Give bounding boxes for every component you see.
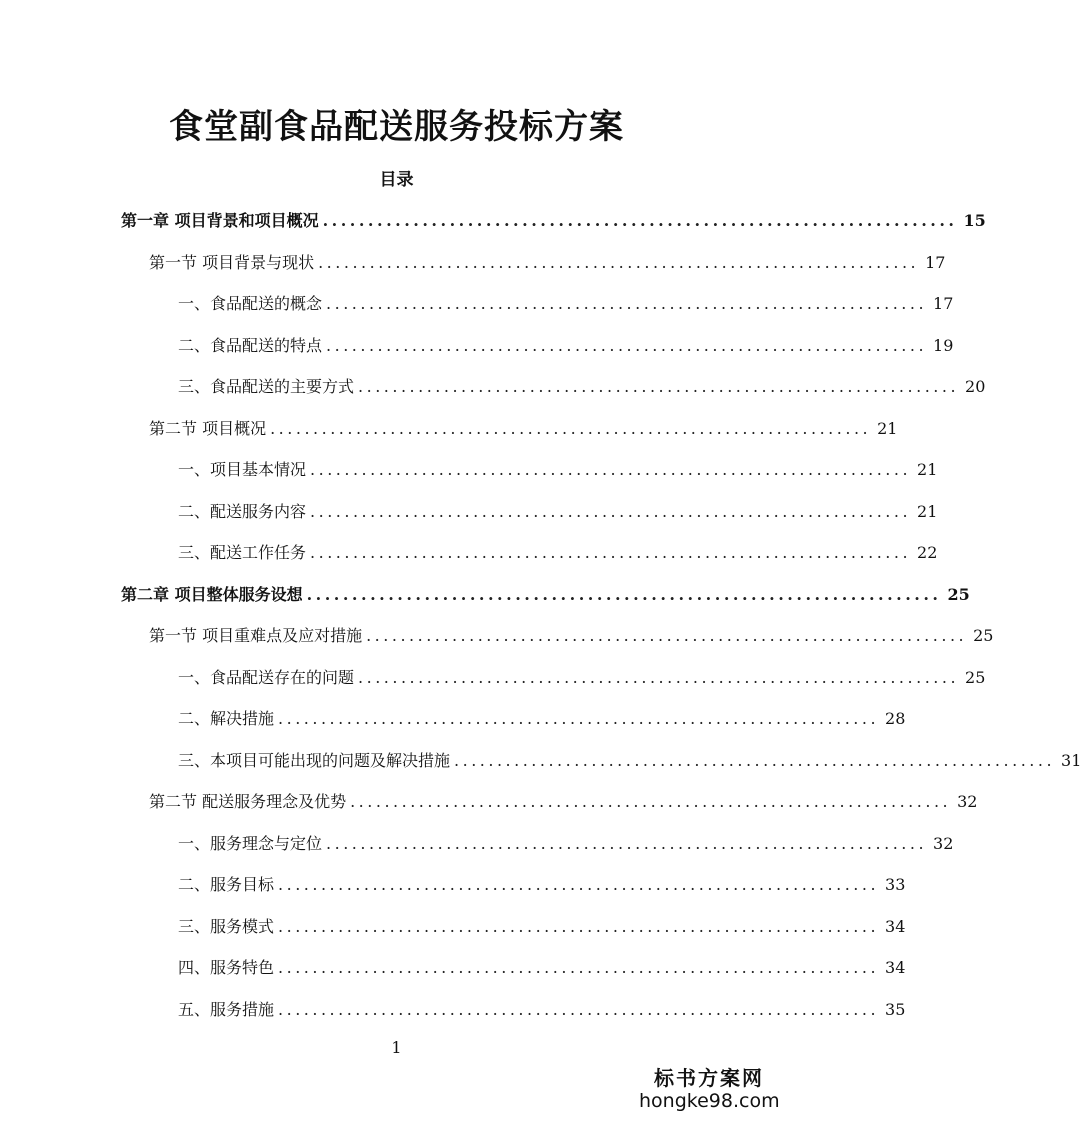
toc-entry-page: 25 <box>973 626 994 645</box>
toc-entry-label: 二、食品配送的特点 <box>178 336 323 355</box>
toc-entry[interactable] <box>178 663 986 693</box>
toc-entry[interactable] <box>178 912 906 942</box>
toc-entry-page: 33 <box>885 875 906 894</box>
watermark-site-url: hongke98.com <box>639 1090 780 1112</box>
toc-leader-dots: ...................................................................... <box>306 585 942 604</box>
toc-leader-dots: ...................................................................... <box>326 294 928 313</box>
toc-entry[interactable] <box>121 580 970 610</box>
toc-entry[interactable] <box>178 538 938 568</box>
toc-leader-dots: ...................................................................... <box>366 626 968 645</box>
toc-leader-dots: ...................................................................... <box>326 336 928 355</box>
toc-entry[interactable] <box>149 621 994 651</box>
toc-entry[interactable] <box>149 414 898 444</box>
toc-entry-label: 五、服务措施 <box>178 1000 275 1019</box>
toc-entry[interactable] <box>149 248 946 278</box>
toc-entry[interactable] <box>178 995 906 1025</box>
toc-entry-page: 17 <box>933 294 954 313</box>
toc-entry-page: 25 <box>965 668 986 687</box>
toc-entry[interactable] <box>178 455 938 485</box>
toc-entry-page: 28 <box>885 709 906 728</box>
toc-leader-dots: ...................................................................... <box>326 834 928 853</box>
toc-leader-dots: ...................................................................... <box>278 875 880 894</box>
toc-entry-label: 三、本项目可能出现的问题及解决措施 <box>178 751 451 770</box>
toc-entry-label: 二、解决措施 <box>178 709 275 728</box>
toc-leader-dots: ...................................................................... <box>322 211 958 230</box>
toc-entry-page: 32 <box>933 834 954 853</box>
toc-entry-page: 17 <box>925 253 946 272</box>
site-watermark <box>639 1066 779 1112</box>
toc-entry-label: 第二节 配送服务理念及优势 <box>149 792 347 811</box>
toc-entry-label: 一、服务理念与定位 <box>178 834 323 853</box>
toc-entry-page: 21 <box>917 460 938 479</box>
toc-entry-page: 15 <box>963 211 986 230</box>
toc-entry-label: 二、服务目标 <box>178 875 275 894</box>
toc-entry[interactable] <box>178 704 906 734</box>
toc-leader-dots: ...................................................................... <box>310 543 912 562</box>
toc-entry-label: 三、服务模式 <box>178 917 275 936</box>
toc-entry-page: 32 <box>957 792 978 811</box>
toc-entry-page: 21 <box>877 419 898 438</box>
toc-entry-page: 31 <box>1061 751 1081 770</box>
toc-entry[interactable] <box>178 953 906 983</box>
toc-entry[interactable] <box>149 787 978 817</box>
toc-leader-dots: ...................................................................... <box>278 958 880 977</box>
toc-entry-label: 一、项目基本情况 <box>178 460 307 479</box>
toc-leader-dots: ...................................................................... <box>310 460 912 479</box>
toc-entry-page: 34 <box>885 958 906 977</box>
toc-leader-dots: ...................................................................... <box>310 502 912 521</box>
watermark-site-name: 标书方案网 <box>654 1066 764 1090</box>
toc-entry[interactable] <box>178 372 986 402</box>
toc-entry-page: 35 <box>885 1000 906 1019</box>
toc-entry-label: 第二章 项目整体服务设想 <box>121 585 303 604</box>
toc-entry[interactable] <box>178 746 1081 776</box>
toc-entry[interactable] <box>178 331 954 361</box>
toc-entry-page: 21 <box>917 502 938 521</box>
toc-entry-label: 三、食品配送的主要方式 <box>178 377 355 396</box>
document-title: 食堂副食品配送服务投标方案 <box>169 107 624 147</box>
toc-entry[interactable] <box>178 870 906 900</box>
toc-entry-page: 34 <box>885 917 906 936</box>
toc-leader-dots: ...................................................................... <box>358 377 960 396</box>
toc-leader-dots: ...................................................................... <box>278 709 880 728</box>
toc-entry-label: 一、食品配送的概念 <box>178 294 323 313</box>
toc-entry-label: 四、服务特色 <box>178 958 275 977</box>
toc-entry-label: 第二节 项目概况 <box>149 419 267 438</box>
toc-entry-label: 一、食品配送存在的问题 <box>178 668 355 687</box>
toc-entry-page: 19 <box>933 336 954 355</box>
toc-entry-label: 第一节 项目背景与现状 <box>149 253 315 272</box>
toc-entry-label: 二、配送服务内容 <box>178 502 307 521</box>
toc-entry-page: 25 <box>947 585 970 604</box>
toc-entry-label: 第一章 项目背景和项目概况 <box>121 211 319 230</box>
toc-entry[interactable] <box>121 206 986 236</box>
toc-entry[interactable] <box>178 497 938 527</box>
toc-entry[interactable] <box>178 829 954 859</box>
toc-entry-page: 20 <box>965 377 986 396</box>
toc-leader-dots: ...................................................................... <box>454 751 1056 770</box>
toc-leader-dots: ...................................................................... <box>350 792 952 811</box>
toc-entry-label: 三、配送工作任务 <box>178 543 307 562</box>
toc-heading: 目录 <box>379 170 414 190</box>
toc-entry-page: 22 <box>917 543 938 562</box>
toc-leader-dots: ...................................................................... <box>278 1000 880 1019</box>
toc-entry[interactable] <box>178 289 954 319</box>
toc-leader-dots: ...................................................................... <box>358 668 960 687</box>
toc-leader-dots: ...................................................................... <box>318 253 920 272</box>
page-number: 1 <box>391 1038 402 1057</box>
toc-leader-dots: ...................................................................... <box>278 917 880 936</box>
toc-leader-dots: ...................................................................... <box>270 419 872 438</box>
toc-entry-label: 第一节 项目重难点及应对措施 <box>149 626 363 645</box>
